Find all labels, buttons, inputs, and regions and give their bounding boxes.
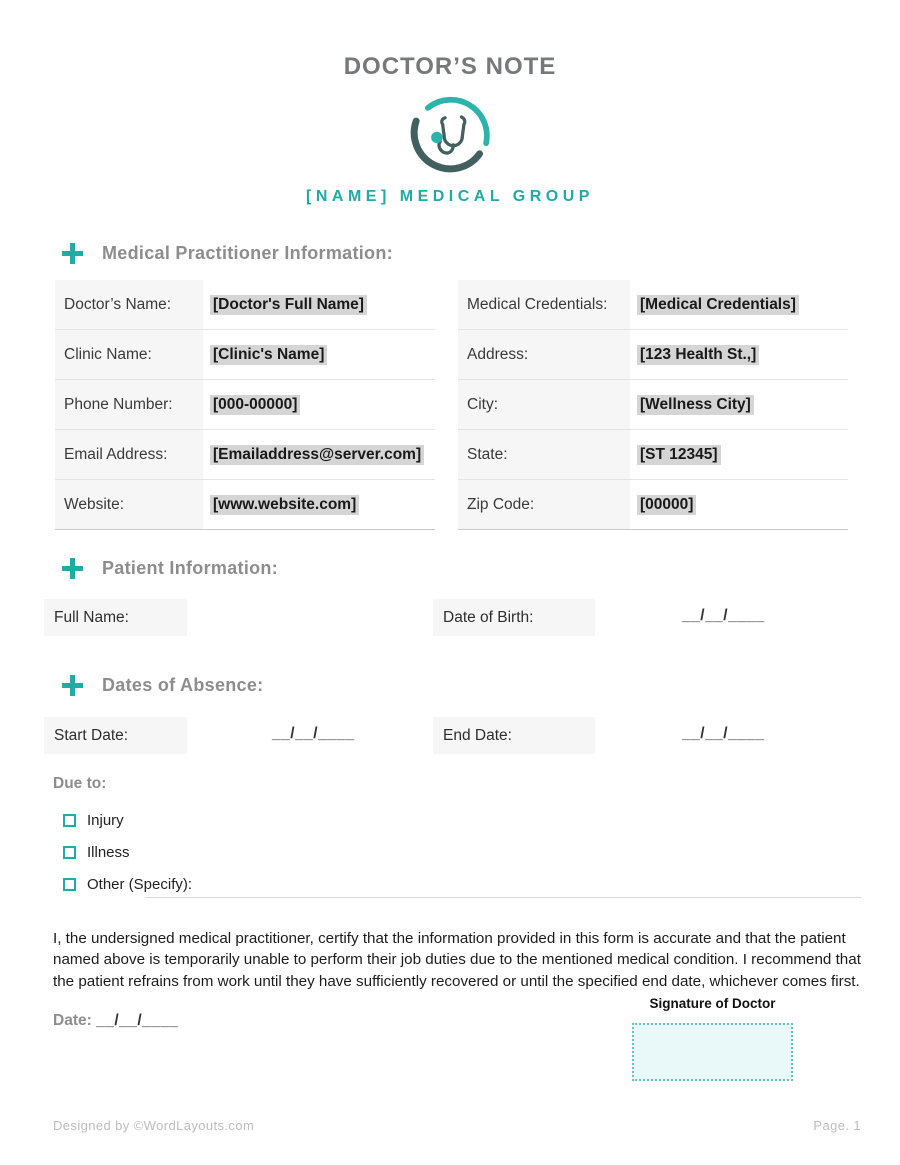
- due-to-label: Due to:: [53, 775, 107, 792]
- start-date-label-box: Start Date:: [44, 717, 187, 754]
- section-title: Patient Information:: [102, 557, 278, 578]
- dob-label-box: Date of Birth:: [433, 599, 595, 636]
- section-header-absence: [62, 673, 900, 697]
- dob-date-placeholder[interactable]: __/__/____: [682, 607, 765, 624]
- field-value-placeholder[interactable]: [Emailaddress@server.com]: [210, 445, 424, 465]
- field-label: Address:: [458, 330, 630, 379]
- option-label: Other (Specify):: [87, 875, 193, 893]
- field-value-placeholder[interactable]: [123 Health St.,]: [637, 345, 759, 365]
- option-illness: [0, 836, 900, 868]
- field-label: Phone Number:: [55, 380, 203, 429]
- checkbox-illness[interactable]: [63, 846, 76, 859]
- section-title: Medical Practitioner Information:: [102, 242, 393, 263]
- field-value-placeholder[interactable]: [ST 12345]: [637, 445, 721, 465]
- full-name-label-box: Full Name:: [44, 599, 187, 636]
- option-label: Illness: [87, 843, 130, 861]
- field-value-cell: [203, 280, 367, 329]
- field-value-cell: [203, 430, 424, 479]
- absence-dates-row: [0, 717, 900, 754]
- table-row: [55, 430, 435, 480]
- table-row: [458, 430, 848, 480]
- end-date-label-box: End Date:: [433, 717, 595, 754]
- date-placeholder[interactable]: __/__/____: [96, 1012, 179, 1030]
- plus-icon: [62, 243, 83, 264]
- option-label: Injury: [87, 811, 124, 829]
- section-header-patient: [62, 556, 900, 580]
- option-other: [0, 868, 900, 900]
- field-value-cell: [630, 330, 759, 379]
- field-label: Website:: [55, 480, 203, 529]
- medical-group-name: [NAME] MEDICAL GROUP: [306, 188, 594, 205]
- table-row: [55, 330, 435, 380]
- field-value-placeholder[interactable]: [00000]: [637, 495, 696, 515]
- patient-info-row: [0, 599, 900, 636]
- field-label: City:: [458, 380, 630, 429]
- footer-credit: Designed by ©WordLayouts.com: [53, 1118, 255, 1133]
- table-row: [458, 480, 848, 530]
- field-label: Clinic Name:: [55, 330, 203, 379]
- date-line: [53, 1012, 179, 1030]
- start-date-placeholder[interactable]: __/__/____: [272, 725, 355, 742]
- signature-label: Signature of Doctor: [649, 996, 776, 1012]
- stethoscope-logo-icon: [409, 94, 491, 176]
- field-label: Doctor’s Name:: [55, 280, 203, 329]
- checkbox-other[interactable]: [63, 878, 76, 891]
- table-row: [55, 280, 435, 330]
- signoff-row: [0, 996, 900, 1096]
- field-value-placeholder[interactable]: [Doctor's Full Name]: [210, 295, 367, 315]
- field-value-placeholder[interactable]: [Wellness City]: [637, 395, 754, 415]
- practitioner-table-right-column: [458, 280, 848, 530]
- page-footer: [53, 1118, 861, 1133]
- table-row: [458, 280, 848, 330]
- date-label: Date:: [53, 1012, 92, 1030]
- other-specify-input-line[interactable]: [145, 897, 861, 898]
- table-row: [458, 330, 848, 380]
- signature-box[interactable]: [632, 1023, 793, 1081]
- field-value-placeholder[interactable]: [000-00000]: [210, 395, 300, 415]
- end-date-placeholder[interactable]: __/__/____: [682, 725, 765, 742]
- field-value-cell: [203, 380, 300, 429]
- table-row: [458, 380, 848, 430]
- practitioner-info-table: [55, 280, 900, 530]
- section-header-practitioner: [62, 241, 900, 265]
- checkbox-injury[interactable]: [63, 814, 76, 827]
- field-value-placeholder[interactable]: [www.website.com]: [210, 495, 359, 515]
- field-label: Email Address:: [55, 430, 203, 479]
- field-value-placeholder[interactable]: [Medical Credentials]: [637, 295, 799, 315]
- footer-page-number: Page. 1: [813, 1118, 861, 1133]
- field-label: Zip Code:: [458, 480, 630, 529]
- plus-icon: [62, 675, 83, 696]
- field-value-cell: [630, 480, 696, 529]
- field-value-cell: [630, 280, 799, 329]
- table-row: [55, 380, 435, 430]
- due-to-options: [0, 804, 900, 900]
- field-value-cell: [630, 380, 754, 429]
- field-value-placeholder[interactable]: [Clinic's Name]: [210, 345, 327, 365]
- page-title: DOCTOR’S NOTE: [343, 53, 557, 80]
- field-label: State:: [458, 430, 630, 479]
- certification-paragraph: I, the undersigned medical practitioner, certify that the information provided in this form is accurate and that the patient named above is temporarily unable to perform their job duties due to the mentioned medical condition. I recommend that the patient refrains from work until they have sufficiently recovered or until the specified end date, whichever comes first.: [53, 930, 861, 990]
- signature-block: [632, 996, 793, 1081]
- medical-group-logo: [409, 94, 491, 176]
- plus-icon: [62, 558, 83, 579]
- section-title: Dates of Absence:: [102, 674, 264, 695]
- field-value-cell: [203, 480, 359, 529]
- field-value-cell: [203, 330, 327, 379]
- table-row: [55, 480, 435, 530]
- option-injury: [0, 804, 900, 836]
- field-value-cell: [630, 430, 721, 479]
- field-label: Medical Credentials:: [458, 280, 630, 329]
- practitioner-table-left-column: [55, 280, 435, 530]
